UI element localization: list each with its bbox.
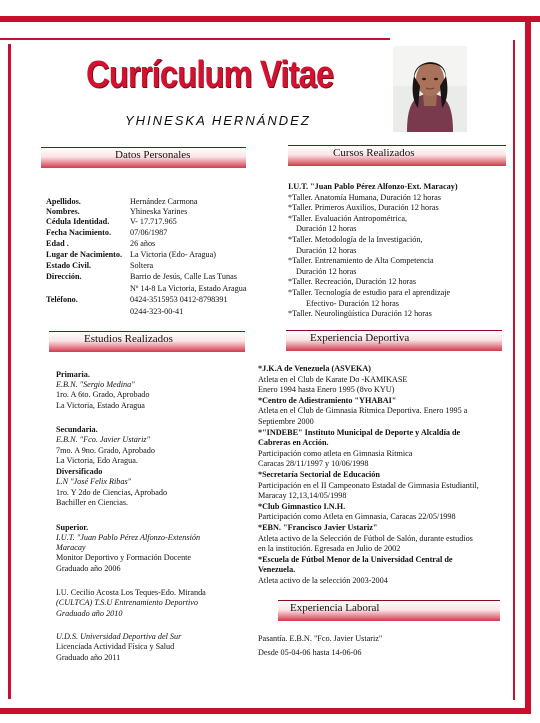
sports-item: Participación como atleta en Gimnasia Rítmica	[258, 448, 413, 458]
study-item: L.N "José Felix Ribas"	[56, 477, 132, 486]
study-item: Graduado año 2006	[56, 564, 121, 573]
work-item: Pasantía. E.B.N. "Fco. Javier Ustariz"	[258, 634, 383, 643]
sports-item: *J.K.A de Venezuela (ASVEKA)	[258, 364, 372, 373]
study-item: Primaria.	[56, 370, 90, 379]
course-item: *Taller. Metodología de la Investigación,	[288, 235, 423, 244]
personal-field-value: 0244-323-00-41	[130, 307, 184, 316]
study-item: (CULTCA) T.S.U Entrenamiento Deportivo	[56, 598, 198, 607]
personal-field-label: Nombres.	[46, 207, 80, 216]
study-item: Monitor Deportivo y Formación Docente	[56, 553, 192, 562]
personal-field-label: Dirección.	[46, 272, 82, 281]
personal-field-label: Edad .	[46, 239, 69, 248]
course-item: *Taller. Evaluación Antropométrica,	[288, 213, 408, 223]
section-header-courses: Cursos Realizados	[288, 145, 506, 166]
study-item: Diversificado	[56, 467, 103, 476]
top-border	[0, 16, 540, 22]
profile-photo	[393, 46, 467, 132]
study-item: Secundaria.	[56, 425, 98, 434]
study-item: U.D.S. Universidad Deportiva del Sur	[56, 632, 182, 641]
sports-item: Atleta activo de la selección 2003-2004	[258, 576, 388, 585]
study-item: Superior.	[56, 523, 89, 532]
left-accent-line	[8, 44, 11, 699]
personal-field-label: Fecha Nacimiento.	[46, 228, 112, 237]
personal-field-value: 07/06/1987	[130, 228, 168, 237]
right-border	[525, 16, 531, 714]
course-item: *Taller. Entrenamiento de Alta Competencia	[288, 256, 434, 266]
personal-field-label: Apellidos.	[46, 197, 81, 206]
work-item: Desde 05-04-06 hasta 14-06-06	[258, 648, 362, 657]
sports-item: Participación como Atleta en Gimnasia, Caracas 22/05/1998	[258, 512, 456, 522]
sports-item: Atleta en el Club de Karate Do -KAMIKASE	[258, 374, 408, 384]
study-item: I.U.T. "Juan Pablo Pérez Alfonzo-Extensión	[56, 533, 201, 542]
personal-field-label: Cédula Identidad.	[46, 217, 110, 226]
sports-item: Atleta en el Club de Gimnasia Rítmica Deportiva. Enero 1995 a	[258, 406, 468, 416]
sports-item: *Centro de Adiestramiento "YHABAI"	[258, 395, 397, 405]
study-item: La Victoria, Edo Aragua.	[56, 456, 138, 465]
personal-field-value: 0424-3515953 0412-8798391	[130, 295, 228, 304]
course-item: *Taller. Primeros Auxilios, Duración 12 horas	[288, 203, 439, 213]
sports-item: Enero 1994 hasta Enero 1995 (8vo KYU)	[258, 385, 395, 395]
course-item: Duración 12 horas	[296, 245, 357, 255]
study-item: Maracay	[56, 543, 86, 552]
bottom-border	[0, 708, 531, 714]
sports-item: en la institución. Egresada en Julio de 2002	[258, 544, 401, 554]
course-item: Efectivo- Duración 12 horas	[306, 298, 399, 308]
study-item: I.U. Cecilio Acosta Los Teques-Edo. Miranda	[56, 588, 206, 597]
course-item: Duración 12 horas	[296, 224, 357, 234]
section-header-work: Experiencia Laboral	[278, 600, 500, 621]
personal-field-label: Lugar de Nacimiento.	[46, 250, 123, 259]
study-item: Bachiller en Ciencias.	[56, 498, 129, 507]
course-item: *Taller. Neurolingüística Duración 12 horas	[288, 309, 432, 319]
personal-field-value: V- 17.717.965	[130, 217, 177, 226]
sports-item: Cabreras en Acción.	[258, 438, 329, 448]
right-accent-line	[513, 40, 515, 700]
personal-field-value: La Victoria (Edo- Aragua)	[130, 250, 216, 259]
study-item: Graduado año 2011	[56, 653, 121, 662]
study-item: 1ro. A 6to. Grado, Aprobado	[56, 390, 150, 399]
section-header-studies: Estudios Realizados	[49, 331, 245, 352]
personal-field-value: Barrio de Jesús, Calle Las Tunas	[130, 272, 237, 281]
personal-field-value: Nº 14-8 La Victoria, Estado Aragua	[130, 284, 247, 293]
study-item: 7mo. A 9no. Grado, Aprobado	[56, 446, 155, 455]
personal-field-value: Soltera	[130, 261, 154, 270]
personal-field-label: Estado Civil.	[46, 261, 92, 270]
course-item: *Taller. Recreación, Duración 12 horas	[288, 277, 417, 287]
course-item: I.U.T. "Juan Pablo Pérez Alfonzo-Ext. Maracay)	[288, 182, 458, 191]
sports-item: *Secretaría Sectorial de Educación	[258, 470, 380, 479]
personal-field-value: Yhineska Yarines	[130, 207, 188, 216]
personal-field-value: Hernández Carmona	[130, 197, 198, 206]
sports-item: *Club Gimnastico I.N.H.	[258, 501, 346, 511]
sports-item: *"INDEBE" Instituto Municipal de Deporte y Alcaldía de	[258, 427, 461, 437]
candidate-name: YHINESKA HERNÁNDEZ	[125, 113, 311, 128]
section-header-personal: Datos Personales	[41, 147, 246, 168]
top-accent-line	[0, 38, 390, 40]
sports-item: Maracay 12,13,14/05/1998	[258, 491, 347, 501]
sports-item: *Escuela de Fútbol Menor de la Universidad Central de	[258, 554, 453, 564]
course-item: *Taller. Anatomía Humana, Duración 12 horas	[288, 192, 441, 202]
section-header-sports: Experiencia Deportiva	[286, 330, 502, 351]
study-item: La Victoria, Estado Aragua	[56, 401, 145, 410]
study-item: E.B.N. "Sergio Medina"	[56, 380, 135, 389]
course-item: Duración 12 horas	[296, 266, 357, 276]
sports-item: Caracas 28/11/1997 y 10/06/1998	[258, 459, 369, 469]
study-item: Licenciada Actividad Física y Salud	[56, 642, 175, 651]
course-item: *Taller. Tecnología de estudio para el aprendizaje	[288, 288, 451, 297]
study-item: 1ro. Y 2do de Ciencias, Aprobado	[56, 488, 168, 497]
sports-item: Venezuela.	[258, 565, 296, 575]
page-title: Currículum Vitae	[86, 54, 334, 96]
sports-item: *EBN. "Francisco Javier Ustariz"	[258, 523, 378, 532]
sports-item: Atleta activo de la Selección de Fútbol de Salón, durante estudios	[258, 533, 473, 543]
study-item: E.B.N. "Fco. Javier Ustariz"	[56, 435, 150, 444]
personal-field-label: Teléfono.	[46, 295, 78, 304]
personal-field-value: 26 años	[130, 239, 156, 248]
sports-item: Participación en el II Campeonato Estadal de Gimnasia Estudiantil,	[258, 480, 479, 490]
sports-item: Septiembre 2000	[258, 417, 314, 426]
study-item: Graduado año 2010	[56, 609, 123, 618]
